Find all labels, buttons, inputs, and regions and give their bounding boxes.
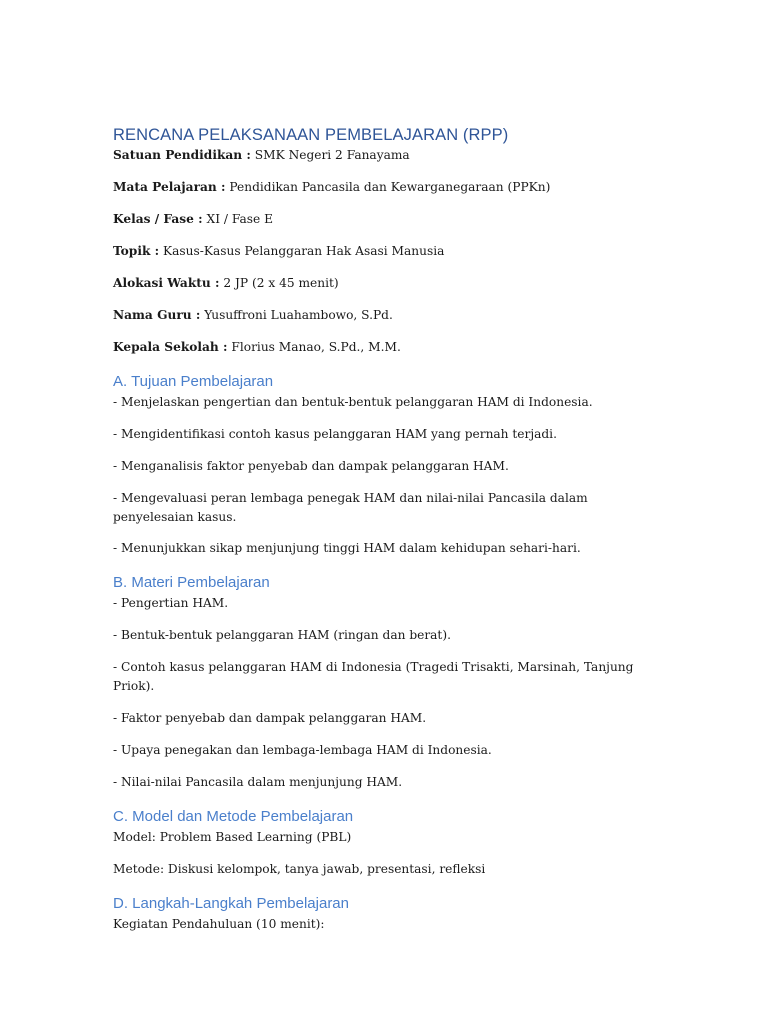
info-line-kepala-sekolah (113, 338, 658, 357)
info-line-topik (113, 242, 658, 261)
list-item: Metode: Diskusi kelompok, tanya jawab, presentasi, refleksi (113, 862, 486, 876)
info-value: XI / Fase E (202, 212, 274, 226)
info-line-mata-pelajaran (113, 178, 658, 197)
info-label: Topik : (113, 244, 160, 258)
list-item: - Mengidentifikasi contoh kasus pelanggaran HAM yang pernah terjadi. (113, 427, 557, 441)
list-item: - Faktor penyebab dan dampak pelanggaran HAM. (113, 711, 427, 725)
list-item: - Pengertian HAM. (113, 596, 229, 610)
info-value: SMK Negeri 2 Fanayama (250, 148, 410, 162)
section-heading-langkah: D. Langkah-Langkah Pembelajaran (113, 895, 349, 912)
info-label: Kepala Sekolah : (113, 340, 228, 354)
section-heading-tujuan: A. Tujuan Pembelajaran (113, 373, 274, 390)
list-item: Model: Problem Based Learning (PBL) (113, 830, 352, 844)
document-title: RENCANA PELAKSANAAN PEMBELAJARAN (RPP) (113, 126, 509, 144)
info-value: Pendidikan Pancasila dan Kewarganegaraan (PPKn) (225, 180, 551, 194)
section-langkah-list (113, 915, 658, 934)
list-item: - Mengevaluasi peran lembaga penegak HAM dan nilai-nilai Pancasila dalam penyelesaian kasus. (113, 491, 588, 524)
info-block (113, 146, 658, 357)
info-label: Satuan Pendidikan : (113, 148, 251, 162)
list-item: - Bentuk-bentuk pelanggaran HAM (ringan dan berat). (113, 628, 451, 642)
list-item: - Contoh kasus pelanggaran HAM di Indonesia (Tragedi Trisakti, Marsinah, Tanjung Priok). (113, 660, 634, 693)
section-materi-list (113, 594, 658, 792)
info-value: Yusuffroni Luahambowo, S.Pd. (200, 308, 393, 322)
list-item: - Menunjukkan sikap menjunjung tinggi HAM dalam kehidupan sehari-hari. (113, 541, 581, 555)
info-line-kelas-fase (113, 210, 658, 229)
section-heading-materi: B. Materi Pembelajaran (113, 574, 270, 591)
info-label: Mata Pelajaran : (113, 180, 226, 194)
list-item: - Upaya penegakan dan lembaga-lembaga HAM di Indonesia. (113, 743, 492, 757)
section-tujuan-list (113, 393, 658, 558)
list-item: - Nilai-nilai Pancasila dalam menjunjung HAM. (113, 775, 403, 789)
document-page (113, 124, 658, 934)
list-item: - Menjelaskan pengertian dan bentuk-bentuk pelanggaran HAM di Indonesia. (113, 395, 593, 409)
list-item: - Menganalisis faktor penyebab dan dampak pelanggaran HAM. (113, 459, 509, 473)
info-value: Florius Manao, S.Pd., M.M. (227, 340, 401, 354)
info-line-satuan-pendidikan (113, 146, 658, 165)
info-label: Kelas / Fase : (113, 212, 203, 226)
info-line-nama-guru (113, 306, 658, 325)
section-heading-model: C. Model dan Metode Pembelajaran (113, 808, 354, 825)
info-line-alokasi-waktu (113, 274, 658, 293)
info-value: Kasus-Kasus Pelanggaran Hak Asasi Manusia (159, 244, 445, 258)
info-label: Alokasi Waktu : (113, 276, 220, 290)
list-item: Kegiatan Pendahuluan (10 menit): (113, 917, 325, 931)
info-label: Nama Guru : (113, 308, 201, 322)
info-value: 2 JP (2 x 45 menit) (219, 276, 339, 290)
section-model-list (113, 828, 658, 879)
